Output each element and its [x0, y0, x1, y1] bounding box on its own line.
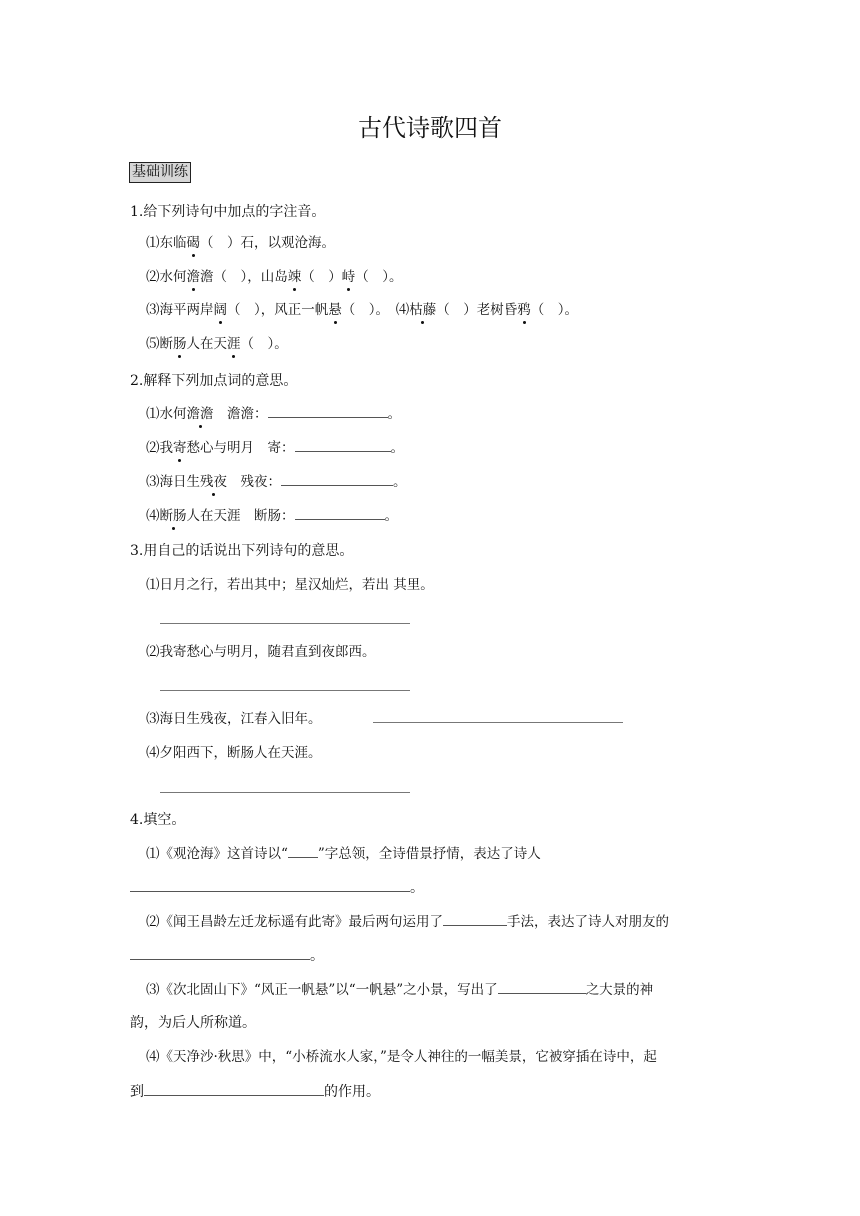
question-1-stem: 1.给下列诗句中加点的字注音。	[130, 204, 326, 220]
q4-item-1: ⑴《观沧海》这首诗以“ ”字总领，全诗借景抒情，表达了诗人	[146, 843, 541, 864]
answer-line[interactable]	[160, 792, 410, 793]
answer-line[interactable]	[160, 623, 410, 624]
q3-item-2: ⑵我寄愁心与明月，随君直到夜郎西。	[146, 644, 376, 660]
section-label: 基础训练	[129, 162, 191, 183]
q4-item-2-continued: 。	[130, 945, 324, 966]
answer-blank[interactable]	[443, 911, 507, 926]
question-3-stem: 3.用自己的话说出下列诗句的意思。	[130, 543, 354, 559]
q3-item-3: ⑶海日生残夜，江春入旧年。	[146, 711, 322, 727]
q2-item-1: ⑴水何澹澹 澹澹： 。	[146, 403, 401, 424]
q4-item-1-continued: 。	[130, 877, 424, 898]
page-title: 古代诗歌四首	[358, 114, 502, 142]
q4-item-3-continued: 韵，为后人所称道。	[130, 1015, 256, 1031]
answer-line[interactable]	[160, 690, 410, 691]
answer-blank[interactable]	[130, 945, 310, 960]
q1-item-2: ⑵水何澹澹（ ），山岛竦（ ）峙（ ）。	[146, 269, 403, 285]
answer-blank[interactable]	[130, 877, 410, 892]
q3-item-4: ⑷夕阳西下，断肠人在天涯。	[146, 745, 322, 761]
answer-blank[interactable]	[295, 505, 385, 520]
q1-item-5: ⑸断肠人在天涯（ ）。	[146, 336, 288, 352]
answer-blank[interactable]	[268, 403, 388, 418]
answer-line[interactable]	[373, 722, 623, 723]
question-2-stem: 2.解释下列加点词的意思。	[130, 373, 298, 389]
q4-item-3: ⑶《次北固山下》“风正一帆悬”以“一帆悬”之小景，写出了 之大景的神	[146, 979, 653, 1000]
q2-item-4: ⑷断肠人在天涯 断肠： 。	[146, 505, 398, 526]
question-4-stem: 4.填空。	[130, 812, 186, 828]
q3-item-1: ⑴日月之行，若出其中；星汉灿烂，若出 其里。	[146, 577, 434, 593]
answer-blank[interactable]	[281, 471, 393, 486]
answer-blank[interactable]	[288, 843, 318, 858]
answer-blank[interactable]	[295, 437, 391, 452]
q2-item-2: ⑵我寄愁心与明月 寄： 。	[146, 437, 404, 458]
q4-item-4-continued: 到 的作用。	[130, 1081, 380, 1102]
answer-blank[interactable]	[144, 1081, 324, 1096]
q4-item-4: ⑷《天净沙·秋思》中，“小桥流水人家，”是令人神往的一幅美景，它被穿插在诗中，起	[146, 1049, 657, 1065]
q1-item-3-4: ⑶海平两岸阔（ ），风正一帆悬（ ）。 ⑷枯藤（ ）老树昏鸦（ ）。	[146, 302, 578, 318]
answer-blank[interactable]	[498, 979, 586, 994]
q1-item-1: ⑴东临碣（ ）石，以观沧海。	[146, 235, 335, 251]
q4-item-2: ⑵《闻王昌龄左迁龙标遥有此寄》最后两句运用了 手法，表达了诗人对朋友的	[146, 911, 669, 932]
q2-item-3: ⑶海日生残夜 残夜： 。	[146, 471, 407, 492]
